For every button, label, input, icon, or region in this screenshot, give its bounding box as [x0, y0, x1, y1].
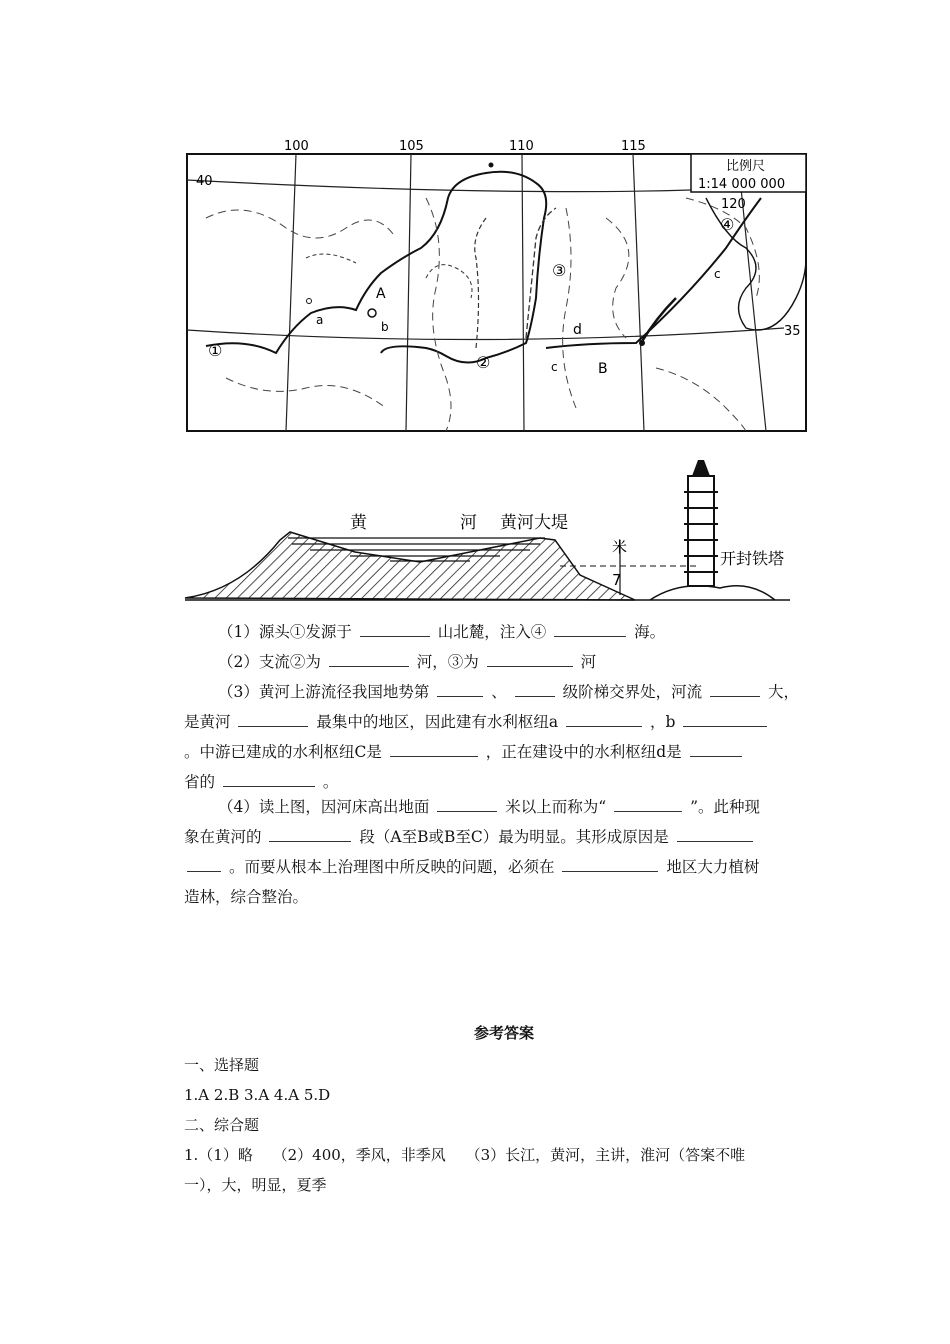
q3-text-5: 是黄河 — [184, 713, 231, 731]
meridian-120 — [741, 188, 766, 431]
q2-text-3: 河 — [580, 653, 597, 671]
q3-text-3: 级阶梯交界处，河流 — [562, 683, 703, 701]
q3-blank-9[interactable] — [223, 772, 315, 787]
q1-text-2: 山北麓，注入④ — [437, 623, 547, 641]
q4-blank-6[interactable] — [562, 857, 658, 872]
meridian-100 — [286, 154, 296, 431]
label-mi: 米 — [612, 538, 628, 556]
q3-blank-8[interactable] — [690, 742, 742, 757]
q4-blank-3[interactable] — [269, 827, 351, 842]
q1-text-1: （1）源头①发源于 — [218, 623, 352, 641]
yellow-river-map — [186, 138, 808, 434]
marker-b: b — [381, 320, 389, 334]
meridian-110 — [522, 154, 524, 431]
q3-text-7: ，b — [650, 713, 676, 731]
label-num: 7 — [612, 571, 622, 589]
lon-100: 100 — [284, 139, 309, 154]
section-figure — [180, 440, 800, 608]
lat-40: 40 — [196, 174, 213, 189]
marker-1: ① — [208, 341, 223, 360]
q3-blank-6[interactable] — [683, 712, 767, 727]
kaifeng-iron-tower — [650, 460, 775, 600]
marker-2: ② — [476, 353, 491, 372]
label-tower: 开封铁塔 — [720, 549, 785, 568]
lon-115: 115 — [621, 139, 646, 154]
q4-text-3: ”。此种现 — [690, 798, 760, 816]
riverbed-cross-section — [180, 440, 800, 608]
answers-line-2: 一），大，明显，夏季 — [184, 1176, 327, 1194]
marker-4: ④ — [720, 215, 735, 234]
q3-text-11: 。 — [322, 773, 339, 791]
question-2 — [184, 647, 824, 677]
q3-blank-7[interactable] — [390, 742, 478, 757]
q3-blank-5[interactable] — [566, 712, 642, 727]
label-he: 河 — [460, 513, 477, 533]
scale-title: 比例尺 — [726, 159, 766, 174]
q3-text-10: 省的 — [184, 773, 216, 791]
map-figure — [186, 138, 808, 434]
q4-text-2: 米以上而称为“ — [505, 798, 607, 816]
meridian-105 — [406, 154, 411, 431]
q2-text-2: 河，③为 — [416, 653, 479, 671]
reference-answers — [184, 1018, 824, 1200]
q4-text-8: 造林，综合整治。 — [184, 888, 309, 906]
q3-blank-2[interactable] — [515, 682, 555, 697]
q3-blank-3[interactable] — [710, 682, 760, 697]
q3-text-6: 最集中的地区，因此建有水利枢纽a — [316, 713, 559, 731]
label-huang: 黄 — [350, 513, 367, 533]
answers-title: 参考答案 — [473, 1024, 534, 1042]
q2-blank-2[interactable] — [487, 652, 573, 667]
q4-blank-4[interactable] — [677, 827, 753, 842]
marker-3: ③ — [552, 261, 567, 280]
lon-105: 105 — [399, 139, 424, 154]
parallel-35 — [187, 328, 784, 340]
q4-blank-1[interactable] — [437, 797, 497, 812]
marker-A: A — [376, 286, 386, 302]
q4-blank-2[interactable] — [614, 797, 682, 812]
lon-120: 120 — [721, 197, 746, 212]
answers-section-1: 一、选择题 — [184, 1056, 260, 1074]
q3-text-8: 。中游已建成的水利枢纽C是 — [184, 743, 382, 761]
q4-text-1: （4）读上图，因河床高出地面 — [218, 798, 430, 816]
q3-text-2: 、 — [491, 683, 507, 701]
q1-blank-1[interactable] — [360, 622, 430, 637]
marker-c-lower: c — [714, 267, 721, 281]
lon-110: 110 — [509, 139, 534, 154]
q4-text-5: 段（A至B或B至C）最为明显。其形成原因是 — [359, 828, 669, 846]
marker-B: B — [598, 361, 608, 377]
label-dyke: 黄河大堤 — [500, 513, 568, 533]
map-frame — [187, 154, 806, 431]
dyke-and-bed — [185, 532, 635, 600]
q4-text-4: 象在黄河的 — [184, 828, 262, 846]
lat-35: 35 — [784, 324, 801, 339]
q4-text-7: 地区大力植树 — [666, 858, 760, 876]
question-1 — [184, 617, 824, 647]
answers-section-2: 二、综合题 — [184, 1116, 260, 1134]
q4-text-6: 。而要从根本上治理图中所反映的问题，必须在 — [228, 858, 555, 876]
q3-blank-4[interactable] — [238, 712, 308, 727]
scale-value: 1:14 000 000 — [698, 177, 786, 192]
meridian-115 — [633, 154, 644, 431]
answers-line-1: 1.（1）略 （2）400，季风，非季风 （3）长江，黄河，主讲，淮河（答案不唯 — [184, 1146, 746, 1164]
question-4 — [184, 792, 824, 912]
q3-text-4: 大， — [768, 683, 800, 701]
marker-a: a — [316, 313, 324, 327]
marker-d: d — [573, 322, 582, 338]
q4-blank-5[interactable] — [187, 857, 221, 872]
answers-choice: 1.A 2.B 3.A 4.A 5.D — [184, 1086, 331, 1104]
q3-text-9: ，正在建设中的水利枢纽d是 — [485, 743, 682, 761]
marker-c: c — [551, 360, 558, 374]
q1-text-3: 海。 — [634, 623, 666, 641]
q2-blank-1[interactable] — [329, 652, 409, 667]
q1-blank-2[interactable] — [554, 622, 626, 637]
parallel-40 — [187, 180, 691, 192]
q2-text-1: （2）支流②为 — [218, 653, 321, 671]
q3-blank-1[interactable] — [437, 682, 483, 697]
q3-text-1: （3）黄河上游流径我国地势第 — [218, 683, 430, 701]
question-3 — [184, 677, 824, 797]
